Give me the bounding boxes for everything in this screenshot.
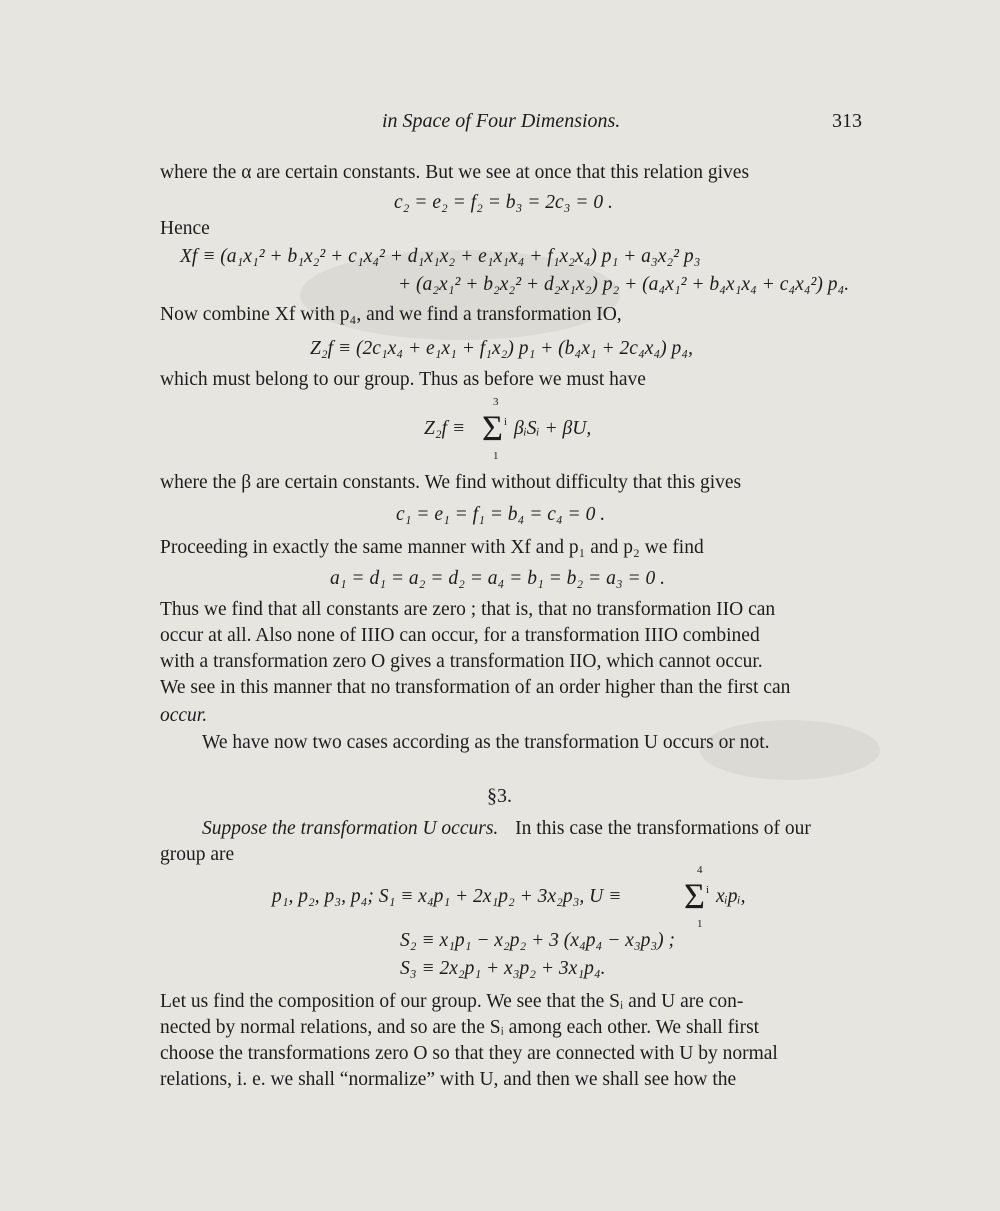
sum-lower-limit: 1: [697, 918, 703, 930]
eq7-lhs: p₁, p₂, p₃, p₄; S₁ ≡ x₄p₁ + 2x₁p₂ + 3x₂p₃, U ≡: [272, 886, 622, 907]
summation-sign: Σ: [482, 408, 503, 448]
sum-index: i: [504, 416, 508, 428]
equation-1: c₂ = e₂ = f₂ = b₃ = 2c₃ = 0 .: [394, 192, 613, 213]
summation-sign: Σ: [684, 876, 705, 916]
eq4-rhs: βᵢSᵢ + βU,: [514, 418, 592, 439]
paragraph-line: with a transformation zero O gives a transformation IIO, which cannot occur.: [160, 651, 763, 672]
italic-phrase: Suppose the transformation U occurs.: [202, 818, 499, 839]
equation-5: c₁ = e₁ = f₁ = b₄ = c₄ = 0 .: [396, 504, 606, 525]
equation-6: a₁ = d₁ = a₂ = d₂ = a₄ = b₁ = b₂ = a₃ = 0 .: [330, 568, 666, 589]
text-line: [160, 160, 868, 186]
text-line: [160, 470, 868, 496]
sum-upper-limit: 3: [493, 396, 499, 408]
paragraph-line: relations, i. e. we shall “normalize” with U, and then we shall see how the: [160, 1069, 737, 1090]
line-text: In this case the transformations of our: [515, 818, 811, 839]
paragraph-line: We have now two cases according as the transformation U occurs or not.: [202, 732, 770, 753]
sum-lower-limit: 1: [493, 450, 499, 462]
equation-8: S₂ ≡ x₁p₁ − x₂p₂ + 3 (x₄p₄ − x₃p₃) ;: [400, 930, 675, 951]
running-title: in Space of Four Dimensions.: [382, 110, 621, 132]
equation-3: Z₂f ≡ (2c₁x₄ + e₁x₁ + f₁x₂) p₁ + (b₄x₁ + 2c₄x₄) p₄,: [310, 338, 693, 359]
paragraph-line: Thus we find that all constants are zero ; that is, that no transformation IIO can: [160, 599, 776, 620]
paragraph-line: group are: [160, 844, 235, 865]
equation-2b: + (a₂x₁² + b₂x₂² + d₂x₁x₂) p₂ + (a₄x₁² + b₄x₁x₄ + c₄x₄²) p₄.: [398, 274, 850, 295]
text-line: Now combine Xf with p₄, and we find a transformation IO,: [160, 304, 622, 325]
line-text: where the α are certain constants. But we see at once that this relation gives: [160, 162, 750, 183]
page-number: 313: [832, 110, 862, 132]
text-hence: Hence: [160, 218, 210, 239]
sum-index: i: [706, 884, 710, 896]
paragraph-line: Let us find the composition of our group. We see that the Sᵢ and U are con-: [160, 991, 744, 1012]
paragraph-line: occur.: [160, 705, 208, 726]
paragraph-line: nected by normal relations, and so are the Sᵢ among each other. We shall first: [160, 1017, 760, 1038]
paragraph-line: We see in this manner that no transformation of an order higher than the first can: [160, 677, 791, 698]
paragraph-line: occur at all. Also none of IIIO can occur, for a transformation IIIO combined: [160, 625, 760, 646]
text-line: which must belong to our group. Thus as before we must have: [160, 369, 646, 390]
paragraph-line: choose the transformations zero O so that they are connected with U by normal: [160, 1043, 778, 1064]
eq4-lhs: Z₂f ≡: [424, 418, 466, 439]
equation-9: S₃ ≡ 2x₂p₁ + x₃p₂ + 3x₁p₄.: [400, 958, 606, 979]
eq7-rhs: xᵢpᵢ,: [716, 886, 746, 907]
sum-upper-limit: 4: [697, 864, 703, 876]
section-heading: §3.: [487, 785, 512, 807]
line-text: where the β are certain constants. We find without difficulty that this gives: [160, 472, 742, 493]
text-line: Proceeding in exactly the same manner with Xf and p₁ and p₂ we find: [160, 537, 704, 558]
paragraph-line: [202, 816, 868, 842]
equation-2a: Xf ≡ (a₁x₁² + b₁x₂² + c₁x₄² + d₁x₁x₂ + e₁x₁x₄ + f₁x₂x₄) p₁ + a₃x₂² p₃: [180, 246, 701, 267]
